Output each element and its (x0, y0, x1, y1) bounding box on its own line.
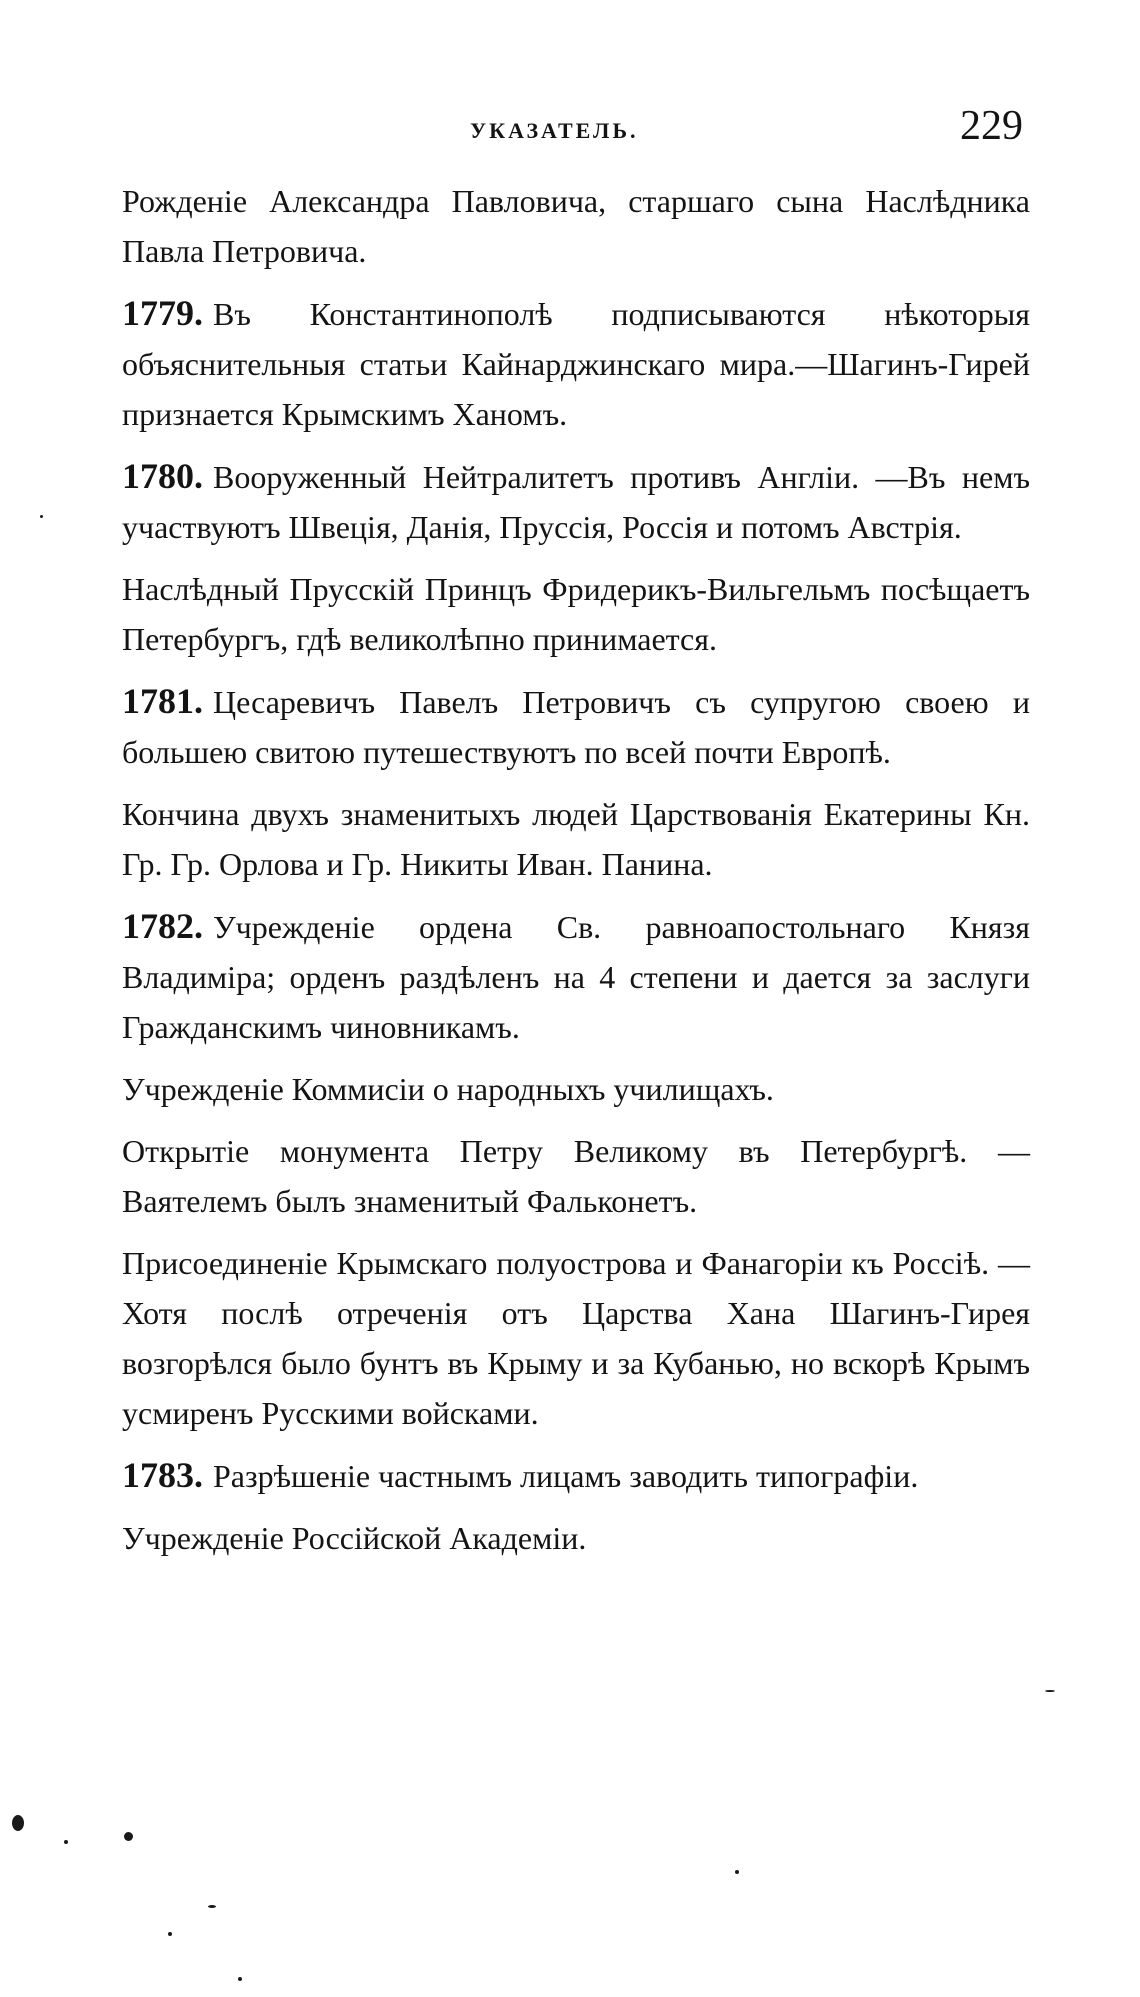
scan-speck (40, 515, 43, 518)
scan-speck (168, 1932, 172, 1936)
paragraph-monument (122, 1126, 1030, 1226)
paragraph-text: Открытіе монумента Петру Великому въ Петербургѣ. —Ваятелемъ былъ знаменитый Фальконетъ. (122, 1133, 1030, 1219)
year-label: 1779. (122, 293, 203, 333)
paragraph-text: Учрежденіе Россійской Академіи. (122, 1520, 587, 1556)
chronology-text (122, 176, 1030, 1575)
page-number: 229 (960, 103, 1023, 149)
scan-speck (238, 1977, 242, 1981)
paragraph-1782 (122, 901, 1030, 1052)
paragraph-1779 (122, 288, 1030, 439)
year-label: 1781. (122, 681, 203, 721)
paragraph-text: Присоединеніе Крымскаго полуострова и Фанагоріи къ Россіѣ. — Хотя послѣ отреченія отъ Царства Хана Шагинъ-Гирея возгорѣлся было бунтъ въ Крыму и за Кубанью, но вскорѣ Крымъ усмиренъ Русскими войсками. (122, 1245, 1030, 1431)
running-header-title: УКАЗАТЕЛЬ. (470, 118, 639, 143)
paragraph-text: Учрежденіе Коммисіи о народныхъ училищахъ. (122, 1071, 774, 1107)
paragraph-text: Рожденіе Александра Павловича, старшаго сына Наслѣдника Павла Петровича. (122, 183, 1030, 269)
paragraph-crimea (122, 1238, 1030, 1438)
year-label: 1783. (122, 1455, 203, 1495)
paragraph-prussian-prince (122, 564, 1030, 664)
scan-speck (735, 1870, 739, 1874)
scan-speck (1045, 1690, 1055, 1692)
paragraph-commission (122, 1064, 1030, 1114)
paragraph-text: Цесаревичъ Павелъ Петровичъ съ супругою своею и большею свитою путешествуютъ по всей почти Европѣ. (122, 684, 1030, 770)
paragraph-text: Учрежденіе ордена Св. равноапостольнаго Князя Владиміра; орденъ раздѣленъ на 4 степени и дается за заслуги Гражданскимъ чиновникамъ. (122, 909, 1030, 1045)
paragraph-text: Разрѣшеніе частнымъ лицамъ заводить типографіи. (213, 1458, 919, 1494)
paragraph-text: Кончина двухъ знаменитыхъ людей Царствованія Екатерины Кн. Гр. Гр. Орлова и Гр. Никиты Иван. Панина. (122, 796, 1030, 882)
paragraph-text: Вооруженный Нейтралитетъ противъ Англіи. —Въ немъ участвуютъ Швеція, Данія, Пруссія, Россія и потомъ Австрія. (122, 459, 1030, 545)
paragraph-academy (122, 1513, 1030, 1563)
scan-speck (124, 1832, 133, 1841)
paragraph-1 (122, 176, 1030, 276)
paragraph-1783 (122, 1450, 1030, 1501)
scan-speck (208, 1905, 216, 1908)
scan-speck (64, 1840, 68, 1844)
paragraph-text: Въ Константинополѣ подписываются нѣкоторыя объяснительныя статьи Кайнарджинскаго мира.—Шагинъ-Гирей признается Крымскимъ Ханомъ. (122, 296, 1030, 432)
paragraph-1781 (122, 676, 1030, 777)
scan-speck (12, 1815, 24, 1831)
year-label: 1780. (122, 456, 203, 496)
paragraph-death (122, 789, 1030, 889)
paragraph-text: Наслѣдный Прусскій Принцъ Фридерикъ-Вильгельмъ посѣщаетъ Петербургъ, гдѣ великолѣпно принимается. (122, 571, 1030, 657)
year-label: 1782. (122, 906, 203, 946)
paragraph-1780 (122, 451, 1030, 552)
